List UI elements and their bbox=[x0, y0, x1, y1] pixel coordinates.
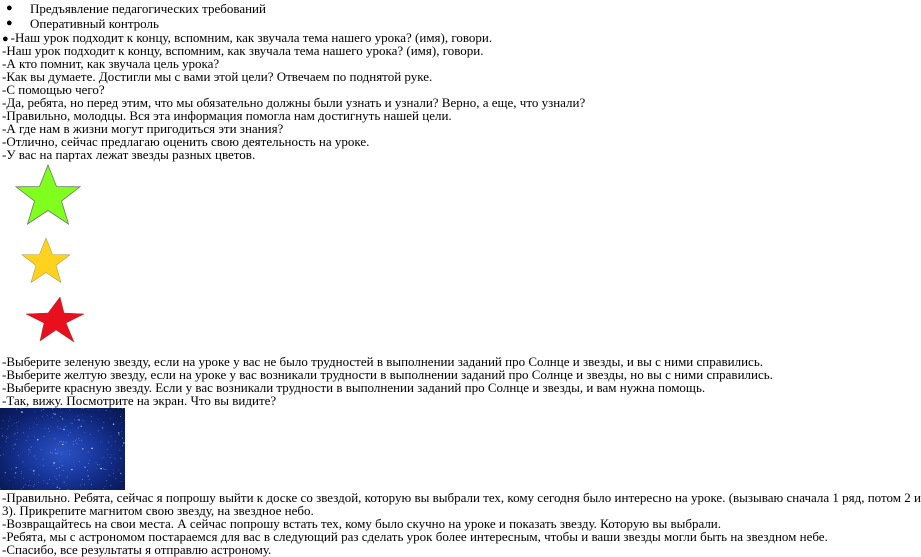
sky-star-dot bbox=[28, 436, 29, 437]
sky-star-dot bbox=[54, 414, 55, 415]
sky-star-dot bbox=[88, 409, 89, 410]
sky-star-dot bbox=[9, 417, 10, 418]
sky-star-dot bbox=[17, 429, 18, 430]
paragraph-line: -Правильно. Ребята, сейчас я попрошу выйти к доске со звездой, которую вы выбрали тех, кому сегодня было интересно на уроке. (вызываю сначала 1 ряд, потом 2 и bbox=[2, 491, 921, 504]
sky-star-dot bbox=[49, 431, 50, 432]
sky-star-dot bbox=[103, 422, 104, 423]
paragraph-line: -Отлично, сейчас предлагаю оценить свою деятельность на уроке. bbox=[2, 135, 369, 148]
sky-star-dot bbox=[59, 475, 60, 476]
sky-star-dot bbox=[98, 431, 99, 432]
sky-star-dot bbox=[67, 431, 68, 432]
sky-star-dot bbox=[111, 454, 112, 455]
sky-star-dot bbox=[33, 486, 34, 487]
sky-star-dot bbox=[53, 465, 54, 466]
sky-star-dot bbox=[21, 473, 22, 474]
sky-star-dot bbox=[113, 469, 114, 470]
paragraph-line: -Выберите желтую звезду, если на уроке у вас возникали трудности в выполнении заданий про Солнце и звезды, но вы с ними справились. bbox=[2, 368, 773, 381]
sky-star-dot bbox=[5, 472, 6, 473]
sky-star-dot bbox=[45, 428, 46, 429]
paragraph-line: -Наш урок подходит к концу, вспомним, как звучала тема нашего урока? (имя), говори. bbox=[2, 44, 483, 57]
sky-star-dot bbox=[9, 426, 10, 427]
paragraph-line: -У вас на партах лежат звезды разных цветов. bbox=[2, 148, 255, 161]
sky-star-dot bbox=[52, 409, 53, 410]
bullet-text: Оперативный контроль bbox=[30, 16, 159, 31]
sky-star-dot bbox=[69, 410, 70, 411]
sky-star-dot bbox=[109, 475, 110, 476]
sky-star-dot bbox=[29, 428, 30, 429]
sky-star-dot bbox=[47, 415, 48, 416]
paragraph-line: -Да, ребята, но перед этим, что мы обязательно должны были узнать и узнали? Верно, а еще, что узнали? bbox=[2, 96, 585, 109]
sky-star-dot bbox=[119, 434, 120, 435]
sky-star-dot bbox=[99, 464, 100, 465]
sky-star-dot bbox=[118, 432, 119, 433]
sky-star-dot bbox=[58, 428, 59, 429]
sky-star-dot bbox=[118, 435, 119, 436]
sky-star-dot bbox=[103, 488, 104, 489]
paragraph-line: -Правильно, молодцы. Вся эта информация помогла нам достигнуть нашей цели. bbox=[2, 109, 452, 122]
sky-star-dot bbox=[88, 463, 89, 464]
sky-star-dot bbox=[122, 488, 123, 489]
sky-star-dot bbox=[3, 454, 4, 455]
sky-star-dot bbox=[14, 423, 15, 424]
sky-star-dot bbox=[120, 473, 121, 474]
sky-star-dot bbox=[52, 452, 53, 453]
sky-star-dot bbox=[96, 468, 97, 469]
sky-star-dot bbox=[73, 462, 74, 463]
sky-star-dot bbox=[80, 485, 81, 486]
sky-star-dot bbox=[62, 465, 63, 466]
sky-star-dot bbox=[73, 444, 74, 445]
sky-star-dot bbox=[70, 432, 71, 433]
sky-star-dot bbox=[56, 453, 57, 454]
sky-star-dot bbox=[77, 443, 78, 444]
sky-star-dot bbox=[57, 479, 58, 480]
sky-star-dot bbox=[30, 485, 31, 486]
sky-star-dot bbox=[60, 416, 61, 417]
sky-star-dot bbox=[11, 469, 12, 470]
sky-star-dot bbox=[59, 467, 60, 468]
sky-star-dot bbox=[15, 477, 16, 478]
sky-star-dot bbox=[57, 487, 58, 488]
sky-star-dot bbox=[28, 454, 29, 455]
sky-star-dot bbox=[43, 409, 44, 410]
sky-star-dot bbox=[25, 484, 26, 485]
sky-star-dot bbox=[16, 422, 17, 423]
sky-star-dot bbox=[105, 486, 106, 487]
sky-star-dot bbox=[100, 468, 101, 469]
sky-star-dot bbox=[30, 450, 31, 451]
sky-star-dot bbox=[65, 426, 66, 427]
sky-star-dot bbox=[48, 428, 49, 429]
starry-sky-image bbox=[0, 408, 125, 490]
sky-star-dot bbox=[30, 452, 31, 453]
sky-star-dot bbox=[62, 418, 63, 419]
sky-star-dot bbox=[50, 426, 51, 427]
sky-star-dot bbox=[55, 453, 56, 454]
red-star-image bbox=[0, 292, 110, 352]
bullet-dot-icon: ● bbox=[6, 2, 13, 15]
sky-star-dot bbox=[23, 433, 24, 434]
sky-star-dot bbox=[18, 455, 19, 456]
sky-star-dot bbox=[111, 446, 112, 447]
sky-star-dot bbox=[28, 449, 29, 450]
sky-star-dot bbox=[120, 416, 121, 417]
sky-star-dot bbox=[116, 478, 117, 479]
paragraph-line: -А где нам в жизни могут пригодиться эти знания? bbox=[2, 122, 283, 135]
sky-star-dot bbox=[77, 429, 78, 430]
sky-star-dot bbox=[61, 412, 62, 413]
sky-star-dot bbox=[110, 412, 111, 413]
sky-star-dot bbox=[103, 469, 104, 470]
sky-star-dot bbox=[73, 441, 74, 442]
bullet-dot-icon: ● bbox=[2, 33, 9, 45]
sky-star-dot bbox=[16, 409, 17, 410]
sky-star-dot bbox=[111, 463, 112, 464]
sky-star-dot bbox=[57, 420, 58, 421]
sky-star-dot bbox=[89, 460, 90, 461]
sky-star-dot bbox=[21, 411, 22, 412]
sky-star-dot bbox=[31, 447, 32, 448]
sky-star-dot bbox=[58, 444, 59, 445]
sky-star-dot bbox=[31, 447, 32, 448]
sky-star-dot bbox=[28, 485, 29, 486]
sky-star-dot bbox=[63, 429, 64, 430]
sky-star-dot bbox=[23, 462, 24, 463]
sky-star-dot bbox=[62, 444, 63, 445]
sky-star-dot bbox=[78, 419, 79, 420]
sky-star-dot bbox=[59, 452, 60, 453]
sky-star-dot bbox=[6, 438, 7, 439]
sky-star-dot bbox=[17, 426, 18, 427]
sky-star-dot bbox=[27, 440, 28, 441]
sky-star-dot bbox=[39, 475, 40, 476]
sky-star-dot bbox=[17, 432, 18, 433]
paragraph-line: -С помощью чего? bbox=[2, 83, 105, 96]
sky-star-dot bbox=[60, 428, 61, 429]
sky-star-dot bbox=[96, 462, 97, 463]
sky-star-dot bbox=[84, 432, 85, 433]
sky-star-dot bbox=[10, 419, 11, 420]
sky-star-dot bbox=[84, 467, 85, 468]
sky-star-dot bbox=[100, 441, 101, 442]
sky-star-dot bbox=[56, 468, 57, 469]
sky-star-dot bbox=[0, 488, 1, 489]
paragraph-line: -Выберите красную звезду. Если у вас возникали трудности в выполнении заданий про Солнце и звезды, и вам нужна помощь. bbox=[2, 381, 705, 394]
sky-star-dot bbox=[33, 470, 34, 471]
sky-star-dot bbox=[23, 478, 24, 479]
sky-star-dot bbox=[107, 454, 108, 455]
sky-star-dot bbox=[37, 424, 38, 425]
sky-star-dot bbox=[59, 488, 60, 489]
sky-star-dot bbox=[21, 471, 22, 472]
sky-star-dot bbox=[110, 418, 111, 419]
sky-star-dot bbox=[74, 419, 75, 420]
sky-star-dot bbox=[14, 435, 15, 436]
sky-star-dot bbox=[55, 449, 56, 450]
sky-star-dot bbox=[108, 442, 109, 443]
sky-star-dot bbox=[102, 427, 103, 428]
sky-star-dot bbox=[84, 484, 85, 485]
sky-star-dot bbox=[120, 458, 121, 459]
sky-star-dot bbox=[8, 421, 9, 422]
sky-star-dot bbox=[56, 478, 57, 479]
sky-star-dot bbox=[98, 419, 99, 420]
sky-star-dot bbox=[72, 423, 73, 424]
sky-star-dot bbox=[37, 439, 38, 440]
sky-star-dot bbox=[115, 441, 116, 442]
sky-star-dot bbox=[88, 452, 89, 453]
sky-star-dot bbox=[15, 472, 16, 473]
sky-star-dot bbox=[113, 473, 114, 474]
sky-star-dot bbox=[110, 457, 111, 458]
sky-star-dot bbox=[122, 438, 123, 439]
sky-star-dot bbox=[82, 479, 83, 480]
sky-star-dot bbox=[77, 416, 78, 417]
sky-star-dot bbox=[83, 408, 84, 409]
sky-star-dot bbox=[115, 458, 116, 459]
sky-star-dot bbox=[53, 413, 54, 414]
sky-star-dot bbox=[34, 456, 35, 457]
sky-star-dot bbox=[36, 418, 37, 419]
sky-star-dot bbox=[59, 442, 60, 443]
bullet-dot-icon: ● bbox=[6, 17, 13, 30]
sky-star-dot bbox=[13, 448, 14, 449]
sky-star-dot bbox=[121, 431, 122, 432]
sky-star-dot bbox=[111, 436, 112, 437]
sky-star-dot bbox=[121, 422, 122, 423]
sky-star-dot bbox=[52, 453, 53, 454]
sky-star-dot bbox=[77, 419, 78, 420]
sky-star-dot bbox=[82, 448, 83, 449]
sky-star-dot bbox=[31, 470, 32, 471]
sky-star-dot bbox=[63, 482, 64, 483]
sky-star-dot bbox=[57, 427, 58, 428]
paragraph-line: ● -Наш урок подходит к концу, вспомним, как звучала тема нашего урока? (имя), говори. bbox=[2, 31, 492, 46]
sky-star-dot bbox=[66, 442, 67, 443]
sky-star-dot bbox=[104, 457, 105, 458]
sky-star-dot bbox=[82, 414, 83, 415]
sky-star-dot bbox=[63, 442, 64, 443]
sky-star-dot bbox=[68, 435, 69, 436]
sky-star-dot bbox=[43, 465, 44, 466]
sky-star-dot bbox=[21, 408, 22, 409]
sky-star-dot bbox=[63, 470, 64, 471]
sky-star-dot bbox=[111, 485, 112, 486]
sky-star-dot bbox=[12, 425, 13, 426]
sky-star-dot bbox=[2, 433, 3, 434]
sky-star-dot bbox=[47, 483, 48, 484]
sky-star-dot bbox=[106, 481, 107, 482]
sky-star-dot bbox=[91, 417, 92, 418]
sky-star-dot bbox=[8, 437, 9, 438]
sky-star-dot bbox=[87, 470, 88, 471]
sky-star-dot bbox=[121, 414, 122, 415]
sky-star-dot bbox=[1, 436, 2, 437]
sky-star-dot bbox=[79, 440, 80, 441]
paragraph-line: -Спасибо, все результаты я отправлю астроному. bbox=[2, 543, 271, 556]
paragraph-line: -Выберите зеленую звезду, если на уроке у вас не было трудностей в выполнении заданий про Солнце и звезды, и вы с ними справились. bbox=[2, 355, 763, 368]
yellow-star-image bbox=[0, 232, 98, 292]
sky-star-dot bbox=[15, 467, 16, 468]
sky-star-dot bbox=[6, 436, 7, 437]
sky-star-dot bbox=[75, 441, 76, 442]
sky-star-dot bbox=[122, 446, 123, 447]
sky-star-dot bbox=[67, 477, 68, 478]
sky-star-dot bbox=[49, 430, 50, 431]
sky-star-dot bbox=[16, 467, 17, 468]
sky-star-dot bbox=[43, 480, 44, 481]
bullet-text: Предъявление педагогических требований bbox=[30, 1, 266, 16]
sky-star-dot bbox=[113, 424, 114, 425]
paragraph-line: -А кто помнит, как звучала цель урока? bbox=[2, 57, 219, 70]
sky-star-dot bbox=[36, 458, 37, 459]
sky-star-dot bbox=[82, 420, 83, 421]
sky-star-dot bbox=[43, 459, 44, 460]
sky-star-dot bbox=[89, 479, 90, 480]
sky-star-dot bbox=[78, 427, 79, 428]
sky-star-dot bbox=[55, 439, 56, 440]
sky-star-dot bbox=[13, 445, 14, 446]
sky-star-dot bbox=[41, 449, 42, 450]
sky-star-dot bbox=[57, 484, 58, 485]
sky-star-dot bbox=[70, 423, 71, 424]
sky-star-dot bbox=[118, 470, 119, 471]
sky-star-dot bbox=[59, 461, 60, 462]
sky-star-dot bbox=[55, 476, 56, 477]
sky-star-dot bbox=[66, 485, 67, 486]
sky-star-dot bbox=[118, 408, 119, 409]
sky-star-dot bbox=[23, 487, 24, 488]
sky-star-dot bbox=[123, 442, 124, 443]
sky-star-dot bbox=[71, 469, 72, 470]
sky-star-dot bbox=[19, 457, 20, 458]
sky-star-dot bbox=[38, 482, 39, 483]
sky-star-dot bbox=[42, 416, 43, 417]
sky-star-dot bbox=[78, 415, 79, 416]
sky-star-dot bbox=[81, 408, 82, 409]
sky-star-dot bbox=[14, 444, 15, 445]
sky-star-dot bbox=[104, 469, 105, 470]
sky-star-dot bbox=[0, 455, 1, 456]
sky-star-dot bbox=[79, 461, 80, 462]
sky-star-dot bbox=[15, 433, 16, 434]
green-star-image bbox=[0, 162, 96, 228]
sky-star-dot bbox=[53, 462, 54, 463]
sky-star-dot bbox=[97, 464, 98, 465]
sky-star-dot bbox=[81, 440, 82, 441]
bullet-item-2 bbox=[30, 17, 159, 30]
sky-star-dot bbox=[33, 427, 34, 428]
sky-star-dot bbox=[52, 417, 53, 418]
sky-star-dot bbox=[34, 437, 35, 438]
sky-star-dot bbox=[106, 469, 107, 470]
bullet-item-1 bbox=[30, 2, 266, 15]
paragraph-line: -Возвращайтесь на свои места. А сейчас попрошу встать тех, кому было скучно на уроке и показать звезду. Которую вы выбрали. bbox=[2, 517, 721, 530]
sky-star-dot bbox=[3, 420, 4, 421]
sky-star-dot bbox=[60, 408, 61, 409]
paragraph-line: -Так, вижу. Посмотрите на экран. Что вы видите? bbox=[2, 394, 276, 407]
sky-star-dot bbox=[2, 436, 3, 437]
sky-star-dot bbox=[69, 454, 70, 455]
sky-star-dot bbox=[76, 439, 77, 440]
sky-star-dot bbox=[78, 438, 79, 439]
sky-star-dot bbox=[6, 441, 7, 442]
sky-star-dot bbox=[81, 426, 82, 427]
paragraph-line: -Как вы думаете. Достигли мы с вами этой цели? Отвечаем по поднятой руке. bbox=[2, 70, 432, 83]
sky-star-dot bbox=[74, 466, 75, 467]
paragraph-line: 3). Прикрепите магнитом свою звезду, на звездное небо. bbox=[2, 504, 314, 517]
sky-star-dot bbox=[88, 475, 89, 476]
sky-star-dot bbox=[18, 421, 19, 422]
sky-star-dot bbox=[1, 428, 2, 429]
sky-star-dot bbox=[91, 448, 92, 449]
sky-star-dot bbox=[53, 483, 54, 484]
sky-star-dot bbox=[67, 476, 68, 477]
paragraph-line: -Ребята, мы с астрономом постараемся для вас в следующий раз сделать урок более интересным, чтобы и ваши звезды могли быть на звездном небе. bbox=[2, 530, 828, 543]
sky-star-dot bbox=[7, 429, 8, 430]
sky-star-dot bbox=[34, 484, 35, 485]
sky-star-dot bbox=[29, 480, 30, 481]
sky-star-dot bbox=[44, 436, 45, 437]
sky-star-dot bbox=[101, 458, 102, 459]
sky-star-dot bbox=[99, 410, 100, 411]
sky-star-dot bbox=[17, 439, 18, 440]
sky-star-dot bbox=[122, 408, 123, 409]
sky-star-dot bbox=[61, 441, 62, 442]
sky-star-dot bbox=[121, 481, 122, 482]
sky-star-dot bbox=[50, 452, 51, 453]
sky-star-dot bbox=[9, 480, 10, 481]
sky-star-dot bbox=[120, 450, 121, 451]
sky-star-dot bbox=[41, 410, 42, 411]
sky-star-dot bbox=[69, 450, 70, 451]
sky-star-dot bbox=[61, 454, 62, 455]
sky-star-dot bbox=[34, 486, 35, 487]
sky-star-dot bbox=[91, 421, 92, 422]
sky-star-dot bbox=[34, 474, 35, 475]
sky-star-dot bbox=[84, 421, 85, 422]
sky-star-dot bbox=[3, 436, 4, 437]
sky-star-dot bbox=[90, 434, 91, 435]
sky-star-dot bbox=[106, 410, 107, 411]
sky-star-dot bbox=[49, 479, 50, 480]
sky-star-dot bbox=[107, 449, 108, 450]
sky-star-dot bbox=[21, 411, 22, 412]
sky-star-dot bbox=[34, 422, 35, 423]
sky-star-dot bbox=[35, 411, 36, 412]
sky-star-dot bbox=[25, 451, 26, 452]
sky-star-dot bbox=[91, 484, 92, 485]
sky-star-dot bbox=[121, 458, 122, 459]
